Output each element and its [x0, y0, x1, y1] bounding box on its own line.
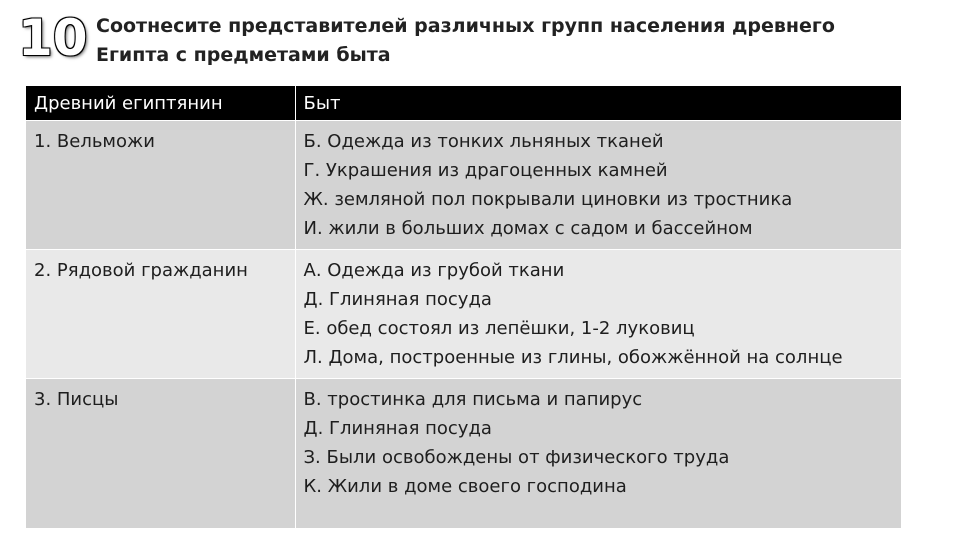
items-cell: [295, 121, 901, 250]
list-item: З. Были освобождены от физического труда: [303, 447, 730, 468]
table-row: [26, 121, 901, 250]
column-header-egyptian: Древний египтянин: [26, 86, 295, 121]
items-cell: [295, 379, 901, 529]
matching-table: [26, 86, 902, 528]
list-item: Ж. земляной пол покрывали циновки из тростника: [303, 189, 793, 210]
list-item: В. тростинка для письма и папирус: [303, 389, 643, 410]
group-cell: 1. Вельможи: [26, 121, 295, 250]
page-title: [96, 12, 936, 70]
list-item: Е. обед состоял из лепёшки, 1-2 луковиц: [303, 318, 695, 339]
table-row: [26, 250, 901, 379]
table-header-row: [26, 86, 901, 121]
group-cell: 3. Писцы: [26, 379, 295, 529]
list-item: К. Жили в доме своего господина: [303, 476, 627, 497]
list-item: Д. Глиняная посуда: [303, 289, 492, 310]
title-line-1: Соотнесите представителей различных групп населения древнего: [96, 15, 835, 37]
table-row: [26, 379, 901, 529]
list-item: Г. Украшения из драгоценных камней: [303, 160, 668, 181]
list-item: А. Одежда из грубой ткани: [303, 260, 565, 281]
items-cell: [295, 250, 901, 379]
slide-number: 10: [18, 9, 88, 67]
list-item: Б. Одежда из тонких льняных тканей: [303, 131, 664, 152]
title-line-2: Египта с предметами быта: [96, 44, 391, 66]
column-header-life: Быт: [295, 86, 901, 121]
list-item: Л. Дома, построенные из глины, обожжённой на солнце: [303, 347, 843, 368]
list-item: И. жили в больших домах с садом и бассейном: [303, 218, 753, 239]
group-cell: 2. Рядовой гражданин: [26, 250, 295, 379]
list-item: Д. Глиняная посуда: [303, 418, 492, 439]
